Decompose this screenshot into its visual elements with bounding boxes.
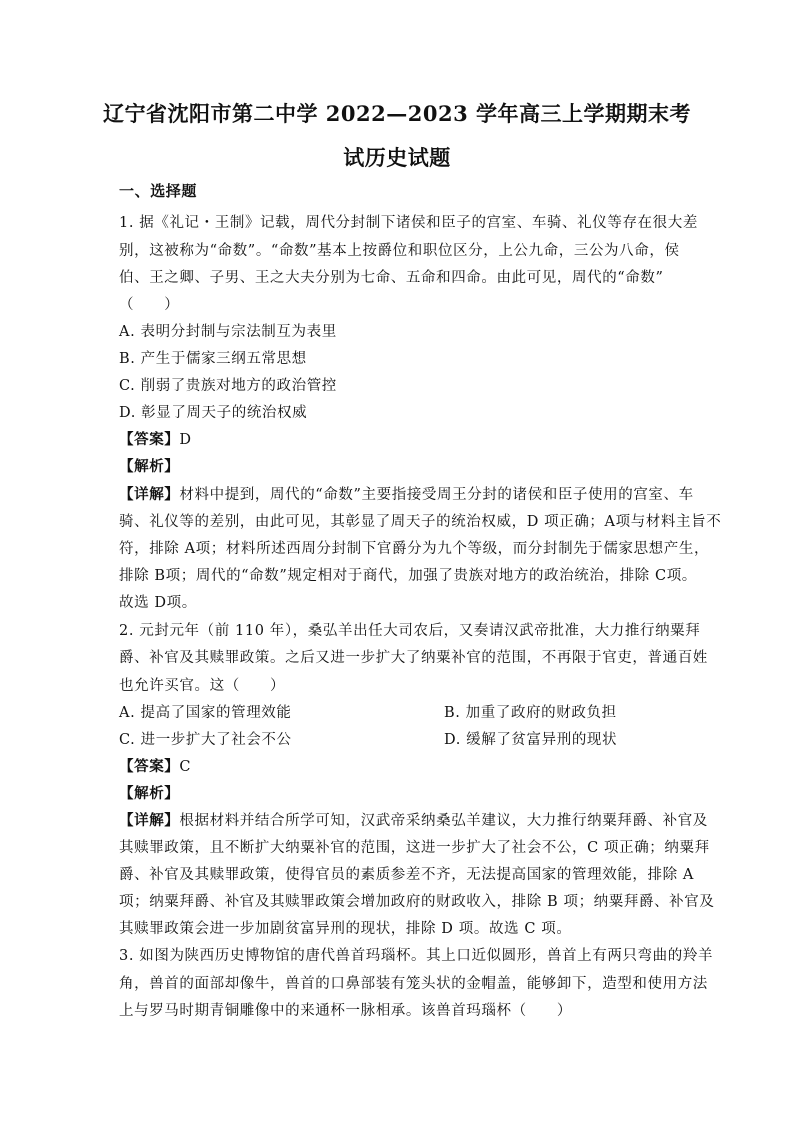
q2-answer — [119, 755, 191, 776]
q1-stem-line: 伯、王之卿、子男、王之大夫分别为七命、五命和四命。由此可见，周代的“命数” — [119, 270, 664, 286]
detail-label: 【详解】 — [119, 812, 180, 829]
answer-label: 【答案】 — [119, 431, 180, 448]
q2-option-d: D. 缓解了贫富异刑的现状 — [444, 732, 618, 748]
answer-value: C — [179, 759, 192, 775]
doc-title-line-2: 试历史试题 — [343, 145, 451, 170]
q2-stem-line: 2. 元封元年（前 110 年），桑弘羊出任大司农后，又奏请汉武帝批准，大力推行纳粟拜 — [119, 623, 701, 639]
q1-stem-line: （ ） — [119, 297, 180, 313]
q1-detail-line: 排除 B项；周代的“命数”规定相对于商代，加强了贵族对地方的政治统治，排除 C项。 — [119, 568, 697, 584]
q1-analysis-label: 【解析】 — [119, 458, 180, 475]
doc-title-line-1: 辽宁省沈阳市第二中学 2022—2023 学年高三上学期期末考 — [102, 101, 691, 126]
q2-detail-line: 其赎罪政策，且不断扩大纳粟补官的范围，这进一步扩大了社会不公，C 项正确；纳粟拜 — [119, 840, 710, 856]
q2-option-b: B. 加重了政府的财政负担 — [444, 705, 617, 721]
q2-detail-line: 爵、补官及其赎罪政策，使得官员的素质参差不齐，无法提高国家的管理效能，排除 A — [119, 867, 694, 883]
q1-option-d: D. 彰显了周天子的统治权威 — [119, 405, 308, 421]
q2-analysis-label: 【解析】 — [119, 785, 180, 802]
q1-stem-line: 别，这被称为“命数”。“命数”基本上按爵位和职位区分，上公九命，三公为八命，侯 — [119, 243, 680, 259]
q1-detail-line: 符，排除 A项；材料所述西周分封制下官爵分为九个等级，而分封制先于儒家思想产生， — [119, 541, 710, 557]
detail-text: 材料中提到，周代的“命数”主要指接受周王分封的诸侯和臣子使用的宫室、车 — [179, 487, 694, 503]
q2-option-a: A. 提高了国家的管理效能 — [119, 705, 292, 721]
answer-label: 【答案】 — [119, 758, 180, 775]
q2-option-c: C. 进一步扩大了社会不公 — [119, 732, 292, 748]
section-heading: 一、选择题 — [119, 182, 198, 200]
q3-stem-line: 角，兽首的面部却像牛，兽首的口鼻部装有笼头状的金帽盖，能够卸下，造型和使用方法 — [119, 976, 708, 992]
q1-stem-line: 1. 据《礼记・王制》记载，周代分封制下诸侯和臣子的宫室、车骑、礼仪等存在很大差 — [119, 215, 698, 231]
q2-detail-line — [119, 809, 708, 830]
q2-detail-line: 其赎罪政策会进一步加剧贫富异刑的现状，排除 D 项。故选 C 项。 — [119, 921, 572, 937]
q2-stem-line: 也允许买官。这（ ） — [119, 678, 286, 694]
q1-detail-line: 故选 D项。 — [119, 595, 197, 611]
q1-option-a: A. 表明分封制与宗法制互为表里 — [119, 324, 337, 340]
q3-stem-line: 上与罗马时期青铜雕像中的来通杯一脉相承。该兽首玛瑙杯（ ） — [119, 1003, 572, 1019]
q1-option-c: C. 削弱了贵族对地方的政治管控 — [119, 378, 337, 394]
detail-label: 【详解】 — [119, 486, 180, 503]
q1-detail-line — [119, 483, 694, 504]
detail-text: 根据材料并结合所学可知，汉武帝采纳桑弘羊建议，大力推行纳粟拜爵、补官及 — [179, 813, 708, 829]
q2-stem-line: 爵、补官及其赎罪政策。之后又进一步扩大了纳粟补官的范围，不再限于官吏，普通百姓 — [119, 650, 708, 666]
q2-detail-line: 项；纳粟拜爵、补官及其赎罪政策会增加政府的财政收入，排除 B 项；纳粟拜爵、补官及 — [119, 894, 715, 910]
q1-detail-line: 骑、礼仪等的差别，由此可见，其彰显了周天子的统治权威，D 项正确；A项与材料主旨不 — [119, 514, 722, 530]
answer-value: D — [179, 432, 192, 448]
q1-answer — [119, 428, 192, 449]
q3-stem-line: 3. 如图为陕西历史博物馆的唐代兽首玛瑙杯。其上口近似圆形，兽首上有两只弯曲的羚羊 — [119, 948, 714, 964]
q1-option-b: B. 产生于儒家三纲五常思想 — [119, 351, 307, 367]
